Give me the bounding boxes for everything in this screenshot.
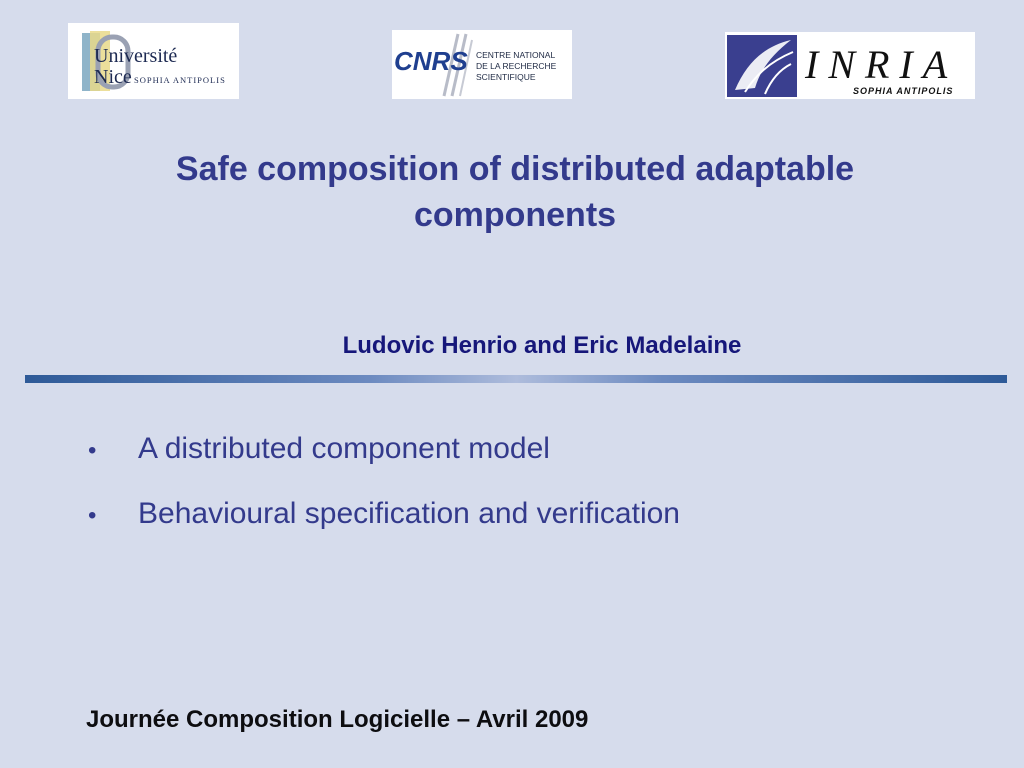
nice-logo-line1: Université xyxy=(94,45,178,67)
slide-footer: Journée Composition Logicielle – Avril 2009 xyxy=(86,706,589,733)
bullet-marker: • xyxy=(88,437,97,464)
cnrs-logo xyxy=(392,30,572,99)
bullet-text: A distributed component model xyxy=(138,432,550,465)
slide-authors: Ludovic Henrio and Eric Madelaine xyxy=(342,332,742,359)
bullet-item xyxy=(88,432,680,497)
bullet-item xyxy=(88,497,680,562)
cnrs-logo-text-1: CENTRE NATIONAL xyxy=(476,50,556,60)
bullet-list xyxy=(88,432,680,562)
cnrs-logo-text-2: DE LA RECHERCHE xyxy=(476,61,557,71)
universite-nice-logo xyxy=(68,23,239,99)
bullet-marker: • xyxy=(88,502,97,529)
nice-logo-line2: Nice xyxy=(94,66,132,88)
slide-title: Safe composition of distributed adaptable components xyxy=(175,150,855,234)
cnrs-logo-mark: CNRS xyxy=(394,46,468,76)
inria-logo-name: INRIA xyxy=(805,42,958,87)
nice-logo-tagline: SOPHIA ANTIPOLIS xyxy=(134,75,226,85)
bullet-text: Behavioural specification and verification xyxy=(138,497,680,530)
inria-logo xyxy=(725,32,975,99)
inria-logo-tagline: SOPHIA ANTIPOLIS xyxy=(853,86,954,96)
cnrs-logo-text-3: SCIENTIFIQUE xyxy=(476,72,536,82)
title-divider xyxy=(25,375,1007,383)
